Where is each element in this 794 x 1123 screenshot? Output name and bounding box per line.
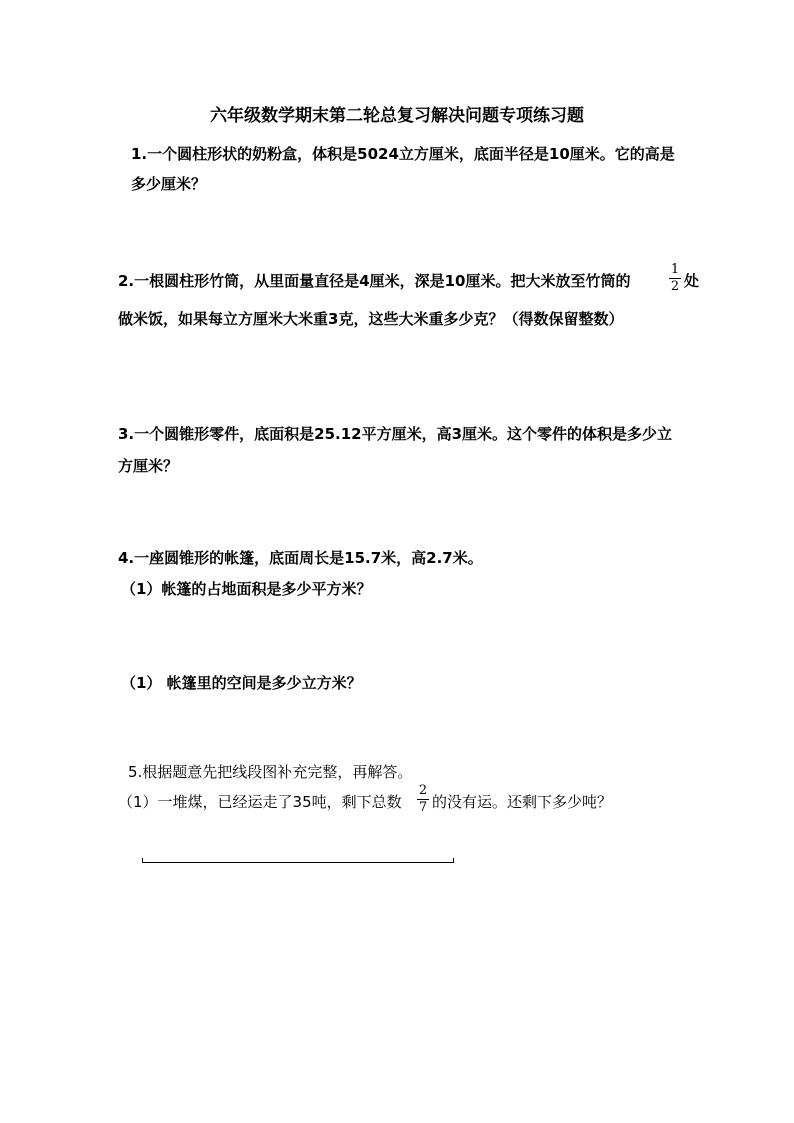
line-segment-diagram	[142, 858, 454, 863]
question-2-line-2: 做米饭，如果每立方厘米大米重3克，这些大米重多少克？（得数保留整数）	[118, 310, 624, 328]
fraction-numerator: 2	[418, 783, 428, 798]
question-5-line-1: 5.根据题意先把线段图补充完整，再解答。	[128, 763, 413, 781]
question-4-line-1: 4.一座圆锥形的帐篷，底面周长是15.7米，高2.7米。	[118, 549, 483, 567]
question-3-line-1: 3.一个圆锥形零件，底面积是25.12平方厘米，高3厘米。这个零件的体积是多少立	[118, 425, 673, 443]
fraction-denominator: 2	[670, 279, 680, 294]
question-1-line-1: 1.一个圆柱形状的奶粉盒，体积是5024立方厘米，底面半径是10厘米。它的高是	[131, 145, 675, 163]
fraction-denominator: 7	[418, 800, 428, 815]
fraction-two-sevenths	[416, 784, 430, 815]
fraction-numerator: 1	[670, 262, 680, 277]
question-4-sub-2: （1） 帐篷里的空间是多少立方米？	[121, 674, 362, 692]
question-2-line-1: 2.一根圆柱形竹筒，从里面量直径是4厘米，深是10厘米。把大米放至竹筒的	[118, 272, 631, 290]
question-5-sub-1-end: 的没有运。还剩下多少吨？	[432, 793, 613, 811]
fraction-one-half	[668, 263, 682, 294]
question-3-line-2: 方厘米？	[118, 457, 179, 475]
question-5-sub-1: （1）一堆煤，已经运走了35吨，剩下总数	[118, 793, 402, 811]
page-title: 六年级数学期末第二轮总复习解决问题专项练习题	[210, 106, 584, 126]
question-4-sub-1: （1）帐篷的占地面积是多少平方米？	[121, 580, 372, 598]
question-2-line-1-end: 处	[684, 272, 700, 290]
question-1-line-2: 多少厘米？	[131, 175, 207, 193]
